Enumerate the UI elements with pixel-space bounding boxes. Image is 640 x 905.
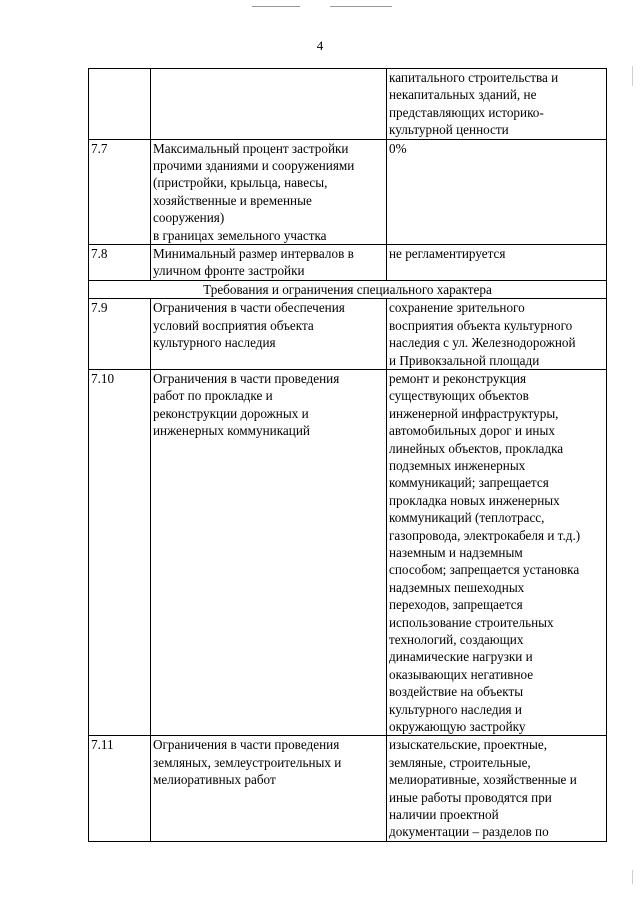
scan-artifact-mark [632, 66, 633, 86]
table-row [89, 736, 607, 841]
table-row [89, 245, 607, 281]
row-value-cell: 0% [387, 139, 607, 244]
row-value-cell: капитального строительства и некапитальных зданий, не представляющих историко- культурной ценности [387, 69, 607, 140]
row-number-cell [89, 69, 151, 140]
scan-artifact-line [252, 6, 300, 7]
row-name-cell: Максимальный процент застройки прочими зданиями и сооружениями (пристройки, крыльца, навесы, хозяйственные и временные сооружения) в границах земельного участка [151, 139, 387, 244]
row-name-cell: Ограничения в части обеспечения условий восприятия объекта культурного наследия [151, 299, 387, 370]
row-number-cell: 7.9 [89, 299, 151, 370]
row-number-cell: 7.7 [89, 139, 151, 244]
table-row [89, 299, 607, 370]
page-number: 4 [316, 38, 324, 53]
row-name-cell: Минимальный размер интервалов в уличном фронте застройки [151, 245, 387, 281]
table-row [89, 69, 607, 140]
row-value-cell: сохранение зрительного восприятия объекта культурного наследия с ул. Железнодорожной и Привокзальной площади [387, 299, 607, 370]
table-row [89, 139, 607, 244]
section-header-row [89, 280, 607, 298]
row-value-cell: ремонт и реконструкция существующих объектов инженерной инфраструктуры, автомобильных дорог и иных линейных объектов, прокладка подземных инженерных коммуникаций; запрещается прокладка новых инженерных коммуникаций (теплотрасс, газопровода, электрокабеля и т.д.) наземным и надземным способом; запрещается установка надземных пешеходных переходов, запрещается использование строительных технологий, создающих динамические нагрузки и оказывающих негативное воздействие на объекты культурного наследия и окружающую застройку [387, 369, 607, 736]
regulations-table [88, 68, 607, 842]
row-number-cell: 7.11 [89, 736, 151, 841]
row-value-cell: не регламентируется [387, 245, 607, 281]
row-number-cell: 7.10 [89, 369, 151, 736]
row-name-cell: Ограничения в части проведения земляных, землеустроительных и мелиоративных работ [151, 736, 387, 841]
row-value-cell: изыскательские, проектные, земляные, строительные, мелиоративные, хозяйственные и иные работы проводятся при наличии проектной документации – разделов по [387, 736, 607, 841]
scan-artifact-mark [632, 870, 633, 884]
table-row [89, 369, 607, 736]
scan-artifact-line [330, 6, 392, 7]
row-number-cell: 7.8 [89, 245, 151, 281]
row-name-cell [151, 69, 387, 140]
row-name-cell: Ограничения в части проведения работ по прокладке и реконструкции дорожных и инженерных коммуникаций [151, 369, 387, 736]
section-header: Требования и ограничения специального характера [89, 280, 607, 298]
